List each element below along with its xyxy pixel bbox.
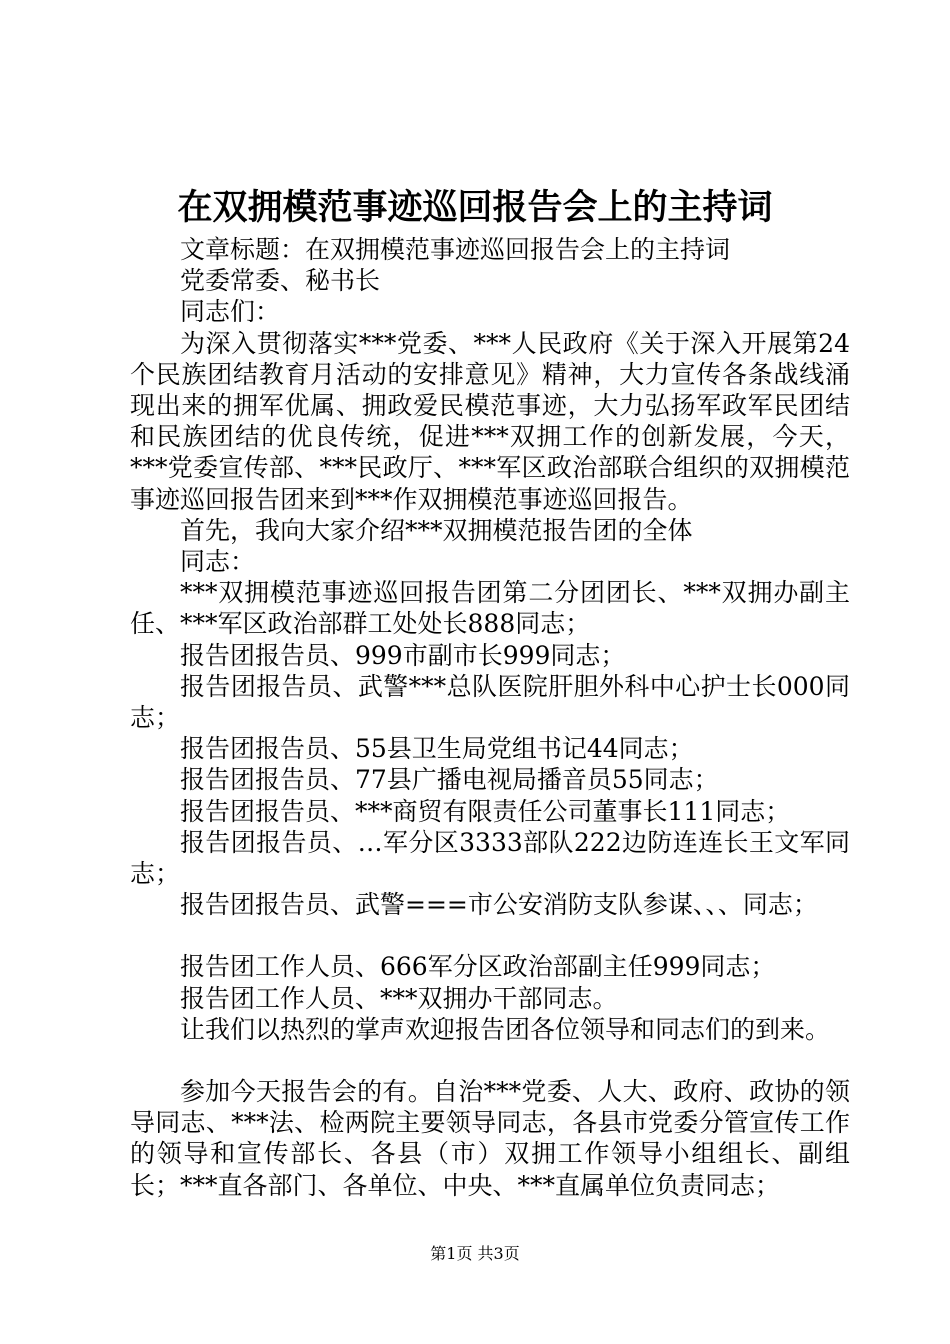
- paragraph-member: 报告团报告员、999市副市长999同志；: [180, 640, 626, 670]
- paragraph-member: 报告团报告员、…军分区3333部队222边防连连长王文军同志；: [130, 827, 850, 889]
- paragraph-member: ***双拥模范事迹巡回报告团第二分团团长、***双拥办副主任、***军区政治部群工处处长888同志；: [130, 578, 850, 639]
- paragraph-member: 报告团报告员、55县卫生局党组书记44同志；: [180, 734, 694, 764]
- paragraph-article-title: 文章标题：在双拥模范事迹巡回报告会上的主持词: [180, 235, 731, 264]
- paragraph-speaker: 党委常委、秘书长: [180, 266, 381, 296]
- paragraph-member: 报告团报告员、***商贸有限责任公司董事长111同志；: [180, 796, 791, 826]
- paragraph-member: 报告团报告员、77县广播电视局播音员55同志；: [180, 765, 719, 795]
- paragraph-member: 报告团报告员、武警===市公安消防支队参谋、、、同志；: [180, 890, 818, 920]
- paragraph-welcome: 让我们以热烈的掌声欢迎报告团各位领导和同志们的到来。: [180, 1014, 831, 1044]
- page-number-footer: 第1页 共3页: [430, 1244, 520, 1263]
- paragraph-comrades: 同志：: [180, 547, 256, 577]
- paragraph-staff: 报告团工作人员、666军分区政治部副主任999同志；: [180, 952, 776, 982]
- paragraph-staff: 报告团工作人员、***双拥办干部同志。: [180, 983, 618, 1013]
- paragraph-salutation: 同志们：: [180, 297, 281, 327]
- paragraph-intro: 为深入贯彻落实***党委、***人民政府《关于深入开展第24个民族团结教育月活动的安排意见》精神，大力宣传各条战线涌现出来的拥军优属、拥政爱民模范事迹，大力弘扬军政军民团结和民族团结的优良传统，促进***双拥工作的创新发展，今天，***党委宣传部、***民政厅、***军区政治部联合组织的双拥模范事迹巡回报告团来到***作双拥模范事迹巡回报告。: [130, 328, 850, 514]
- document-title: 在双拥模范事迹巡回报告会上的主持词: [177, 187, 773, 228]
- paragraph-attendees: 参加今天报告会的有。自治***党委、人大、政府、政协的领导同志、***法、检两院主要领导同志，各县市党委分管宣传工作的领导和宣传部长、各县（市）双拥工作领导小组组长、副组长；***直各部门、各单位、中央、***直属单位负责同志；: [130, 1077, 850, 1200]
- paragraph-gap: [130, 920, 850, 951]
- paragraph-gap: [130, 1045, 850, 1076]
- paragraph-member: 报告团报告员、武警***总队医院肝胆外科中心护士长000同志；: [130, 671, 850, 733]
- paragraph-introduce: 首先，我向大家介绍***双拥模范报告团的全体: [180, 515, 693, 545]
- document-body: [130, 234, 850, 1201]
